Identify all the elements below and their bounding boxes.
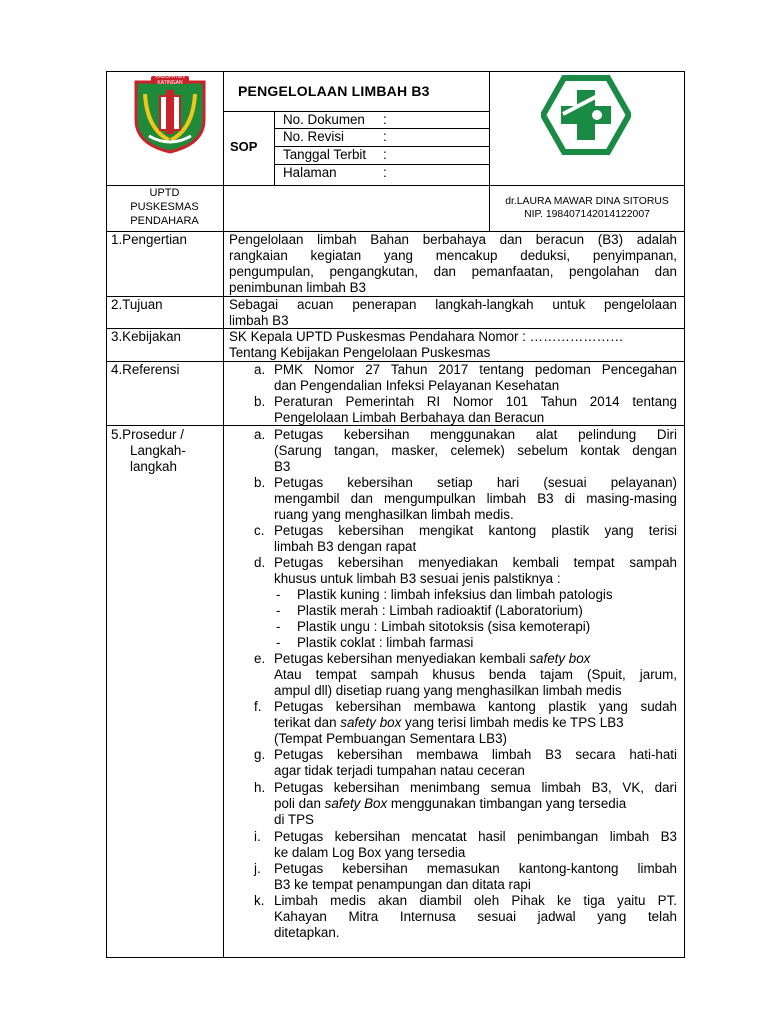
section-label-prosedur: Langkah- bbox=[130, 443, 186, 458]
pengertian-line: rangkaian kegiatan yang mencakup deduksi, penyimpanan, bbox=[229, 248, 677, 263]
prosedur-line-text: Petugas kebersihan menyediakan kembali bbox=[274, 651, 526, 666]
prosedur-line: limbah B3 dengan rapat bbox=[274, 539, 417, 554]
referensi-line: Pengelolaan Limbah Berbahaya dan Beracun bbox=[274, 410, 545, 425]
sub-item: Plastik ungu : Limbah sitotoksis (sisa kemoterapi) bbox=[297, 619, 591, 634]
kebijakan-line: Tentang Kebijakan Pengelolaan Puskesmas bbox=[229, 345, 491, 360]
prosedur-line: Kahayan Mitra Internusa sesuai jadwal yang telah bbox=[274, 909, 677, 924]
tujuan-line: limbah B3 bbox=[229, 313, 289, 328]
prosedur-line: B3 bbox=[274, 459, 291, 474]
doc-number-sep: : bbox=[383, 112, 387, 127]
prosedur-marker: j. bbox=[254, 861, 261, 876]
doc-field-divider bbox=[274, 111, 275, 185]
prosedur-line: Petugas kebersihan memasukan kantong-kantong limbah bbox=[274, 861, 677, 876]
page-label: Halaman bbox=[283, 165, 337, 180]
prosedur-marker: b. bbox=[254, 475, 266, 490]
section-label-prosedur: 5.Prosedur / bbox=[111, 427, 184, 442]
prosedur-marker: d. bbox=[254, 555, 266, 570]
prosedur-line: (Sarung tangan, masker, celemek) sebelum kontak dengan bbox=[274, 443, 677, 458]
prosedur-marker: k. bbox=[254, 893, 265, 908]
prosedur-line-text: terikat dan bbox=[274, 715, 337, 730]
prosedur-line: (Tempat Pembuangan Sementara LB3) bbox=[274, 731, 507, 746]
prosedur-line: di TPS bbox=[274, 812, 314, 827]
prosedur-line: Limbah medis akan diambil oleh Pihak ke tiga yaitu PT. bbox=[274, 893, 677, 908]
referensi-line: Peraturan Pemerintah RI Nomor 101 Tahun 2014 tentang bbox=[274, 394, 677, 409]
prosedur-line: Petugas kebersihan menggunakan alat pelindung Diri bbox=[274, 427, 677, 442]
puskesmas-logo bbox=[541, 74, 631, 156]
prosedur-line: Petugas kebersihan membawa limbah B3 secara hati-hati bbox=[274, 747, 677, 762]
prosedur-marker: h. bbox=[254, 780, 266, 795]
label-column-divider bbox=[223, 71, 224, 958]
seal-text-top: KABUPATEN bbox=[155, 74, 185, 80]
unit-line: PUSKESMAS bbox=[130, 201, 199, 213]
issue-date-label: Tanggal Terbit bbox=[283, 147, 367, 162]
prosedur-marker: f. bbox=[254, 699, 262, 714]
section-label-prosedur: langkah bbox=[130, 459, 177, 474]
unit-line: UPTD bbox=[149, 187, 180, 199]
prosedur-line-text: yang terisi limbah medis ke TPS LB3 bbox=[405, 715, 624, 730]
prosedur-marker: a. bbox=[254, 427, 266, 442]
referensi-line: PMK Nomor 27 Tahun 2017 tentang pedoman Pencegahan bbox=[274, 362, 677, 377]
prosedur-line: agar tidak terjadi tumpahan natau ceceran bbox=[274, 763, 525, 778]
page-sep: : bbox=[383, 165, 387, 180]
prosedur-line: Petugas kebersihan menimbang semua limbah B3, VK, dari bbox=[274, 780, 677, 795]
unit-name bbox=[106, 186, 223, 228]
prosedur-line bbox=[274, 796, 626, 812]
referensi-marker: a. bbox=[254, 362, 266, 377]
prosedur-line: ke dalam Log Box yang tersedia bbox=[274, 845, 466, 860]
signatory-name: dr.LAURA MAWAR DINA SITORUS bbox=[505, 196, 669, 207]
document-title: PENGELOLAAN LIMBAH B3 bbox=[238, 83, 430, 99]
italic-term: safety Box bbox=[324, 796, 388, 811]
revision-sep: : bbox=[383, 129, 387, 144]
prosedur-line: Petugas kebersihan mengikat kantong plastik yang terisi bbox=[274, 523, 677, 538]
prosedur-line-text: menggunakan timbangan yang tersedia bbox=[390, 796, 627, 811]
prosedur-line: ditetapkan. bbox=[274, 925, 340, 940]
prosedur-line: Atau tempat sampah khusus benda tajam (Spuit, jarum, bbox=[274, 667, 677, 682]
seal-text-bottom: KATINGAN bbox=[157, 80, 183, 86]
prosedur-line: mengambil dan mengumpulkan limbah B3 di masing-masing bbox=[274, 491, 677, 506]
kebijakan-line: SK Kepala UPTD Puskesmas Pendahara Nomor : ………………… bbox=[229, 329, 624, 344]
italic-term: safety box bbox=[340, 715, 402, 730]
sub-item-marker: - bbox=[276, 635, 281, 650]
tujuan-line: Sebagai acuan penerapan langkah-langkah untuk pengelolaan bbox=[229, 297, 677, 312]
issue-date-sep: : bbox=[383, 147, 387, 162]
section-label-referensi: 4.Referensi bbox=[111, 362, 180, 377]
prosedur-line: ruang yang menghasilkan limbah medis. bbox=[274, 507, 514, 522]
sub-item: Plastik coklat : limbah farmasi bbox=[297, 635, 474, 650]
sub-item-marker: - bbox=[276, 603, 281, 618]
sop-label: SOP bbox=[230, 139, 258, 154]
prosedur-line: Petugas kebersihan menyediakan kembali tempat sampah bbox=[274, 555, 677, 570]
prosedur-line: Petugas kebersihan setiap hari (sesuai pelayanan) bbox=[274, 475, 677, 490]
prosedur-line: Petugas kebersihan mencatat hasil penimbangan limbah B3 bbox=[274, 829, 677, 844]
sub-item-marker: - bbox=[276, 587, 281, 602]
italic-term: safety box bbox=[529, 651, 591, 666]
sub-item: Plastik merah : Limbah radioaktif (Laboratorium) bbox=[297, 603, 583, 618]
sub-item-marker: - bbox=[276, 619, 281, 634]
revision-label: No. Revisi bbox=[283, 129, 345, 144]
prosedur-line bbox=[274, 715, 624, 731]
prosedur-line: ampul dll) disetiap ruang yang menghasilkan limbah medis bbox=[274, 683, 622, 698]
prosedur-line: Petugas kebersihan membawa kantong plastik yang sudah bbox=[274, 699, 677, 714]
pengertian-line: penimbunan limbah B3 bbox=[229, 280, 366, 295]
section-label-tujuan: 2.Tujuan bbox=[111, 297, 163, 312]
pengertian-line: pengumpulan, pengangkutan, dan pemanfaatan, pengolahan dan bbox=[229, 264, 677, 279]
kabupaten-seal-logo bbox=[131, 74, 209, 154]
section-label-kebijakan: 3.Kebijakan bbox=[111, 329, 181, 344]
prosedur-line bbox=[274, 651, 590, 667]
pengertian-line: Pengelolaan limbah Bahan berbahaya dan beracun (B3) adalah bbox=[229, 232, 677, 247]
prosedur-line: B3 ke tempat penampungan dan ditata rapi bbox=[274, 877, 531, 892]
prosedur-marker: g. bbox=[254, 747, 266, 762]
prosedur-line-text: poli dan bbox=[274, 796, 321, 811]
doc-number-label: No. Dokumen bbox=[283, 112, 365, 127]
referensi-marker: b. bbox=[254, 394, 266, 409]
unit-line: PENDAHARA bbox=[130, 215, 199, 227]
prosedur-line: khusus untuk limbah B3 sesuai jenis palstiknya : bbox=[274, 571, 561, 586]
prosedur-marker: i. bbox=[254, 829, 261, 844]
prosedur-marker: c. bbox=[254, 523, 265, 538]
prosedur-marker: e. bbox=[254, 651, 266, 666]
signatory-nip: NIP. 198407142014122007 bbox=[524, 209, 650, 220]
referensi-line: dan Pengendalian Infeksi Pelayanan Kesehatan bbox=[274, 378, 560, 393]
section-label-pengertian: 1.Pengertian bbox=[111, 232, 187, 247]
sub-item: Plastik kuning : limbah infeksius dan limbah patologis bbox=[297, 587, 613, 602]
